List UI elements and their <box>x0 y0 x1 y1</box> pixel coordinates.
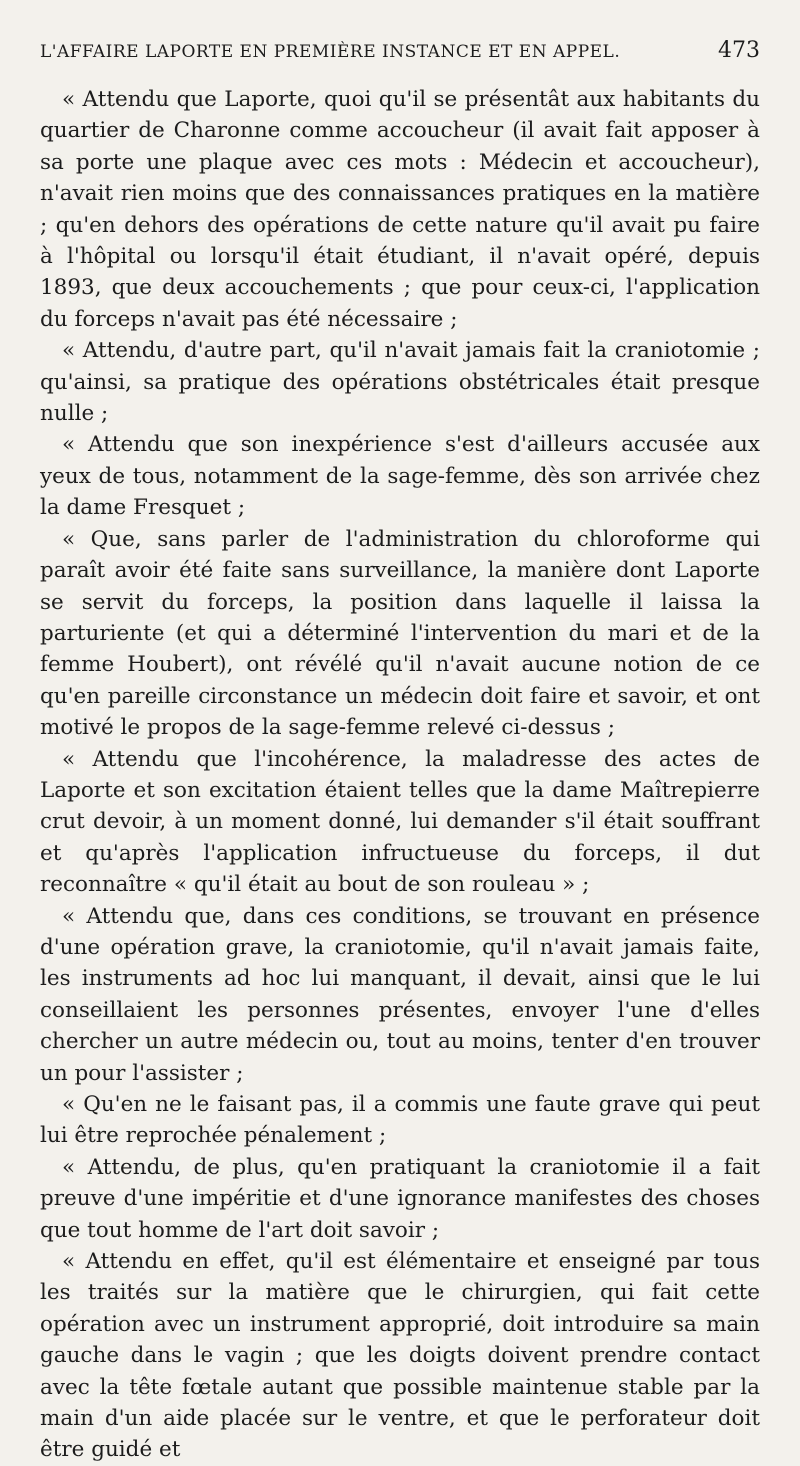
paragraph-2: « Attendu, d'autre part, qu'il n'avait jamais fait la craniotomie ; qu'ainsi, sa pratique des opérations obstétricales était presque nulle ; <box>40 338 760 427</box>
body-text <box>40 84 760 1466</box>
page-number: 473 <box>718 38 760 63</box>
running-head: L'AFFAIRE LAPORTE EN PREMIÈRE INSTANCE ET EN APPEL. <box>40 42 621 62</box>
paragraph-8: « Attendu, de plus, qu'en pratiquant la craniotomie il a fait preuve d'une impéritie et d'une ignorance manifestes des choses que tout homme de l'art doit savoir ; <box>40 1154 760 1243</box>
paragraph-5: « Attendu que l'incohérence, la maladresse des actes de Laporte et son excitation étaient telles que la dame Maîtrepierre crut devoir, à un moment donné, lui demander s'il était souffrant et qu'après l'application infructueuse du forceps, il dut reconnaître « qu'il était au bout de son rouleau » ; <box>40 746 760 898</box>
paragraph-7: « Qu'en ne le faisant pas, il a commis une faute grave qui peut lui être reprochée pénalement ; <box>40 1092 760 1149</box>
page-header <box>40 38 760 72</box>
paragraph-9: « Attendu en effet, qu'il est élémentaire et enseigné par tous les traités sur la matière que le chirurgien, qui fait cette opération avec un instrument approprié, doit introduire sa main gauche dans le vagin ; que les doigts doivent prendre contact avec la tête fœtale autant que possible maintenue stable par la main d'un aide placée sur le ventre, et que le perforateur doit être guidé et <box>40 1249 760 1463</box>
paragraph-4: « Que, sans parler de l'administration du chloroforme qui paraît avoir été faite sans surveillance, la manière dont Laporte se servit du forceps, la position dans laquelle il laissa la parturiente (et qui a déterminé l'intervention du mari et de la femme Houbert), ont révélé qu'il n'avait aucune notion de ce qu'en pareille circonstance un médecin doit faire et savoir, et ont motivé le propos de la sage-femme relevé ci-dessus ; <box>40 526 760 741</box>
paragraph-3: « Attendu que son inexpérience s'est d'ailleurs accusée aux yeux de tous, notamment de la sage-femme, dès son arrivée chez la dame Fresquet ; <box>40 432 760 521</box>
paragraph-6: « Attendu que, dans ces conditions, se trouvant en présence d'une opération grave, la craniotomie, qu'il n'avait jamais faite, les instruments ad hoc lui manquant, il devait, ainsi que le lui conseillaient les personnes présentes, envoyer l'une d'elles chercher un autre médecin ou, tout au moins, tenter d'en trouver un pour l'assister ; <box>40 903 760 1086</box>
paragraph-1: « Attendu que Laporte, quoi qu'il se présentât aux habitants du quartier de Charonne comme accoucheur (il avait fait apposer à sa porte une plaque avec ces mots : Médecin et accoucheur), n'avait rien moins que des connaissances pratiques en la matière ; qu'en dehors des opérations de cette nature qu'il avait pu faire à l'hôpital ou lorsqu'il était étudiant, il n'avait opéré, depuis 1893, que deux accouchements ; que pour ceux-ci, l'application du forceps n'avait pas été nécessaire ; <box>40 87 760 332</box>
